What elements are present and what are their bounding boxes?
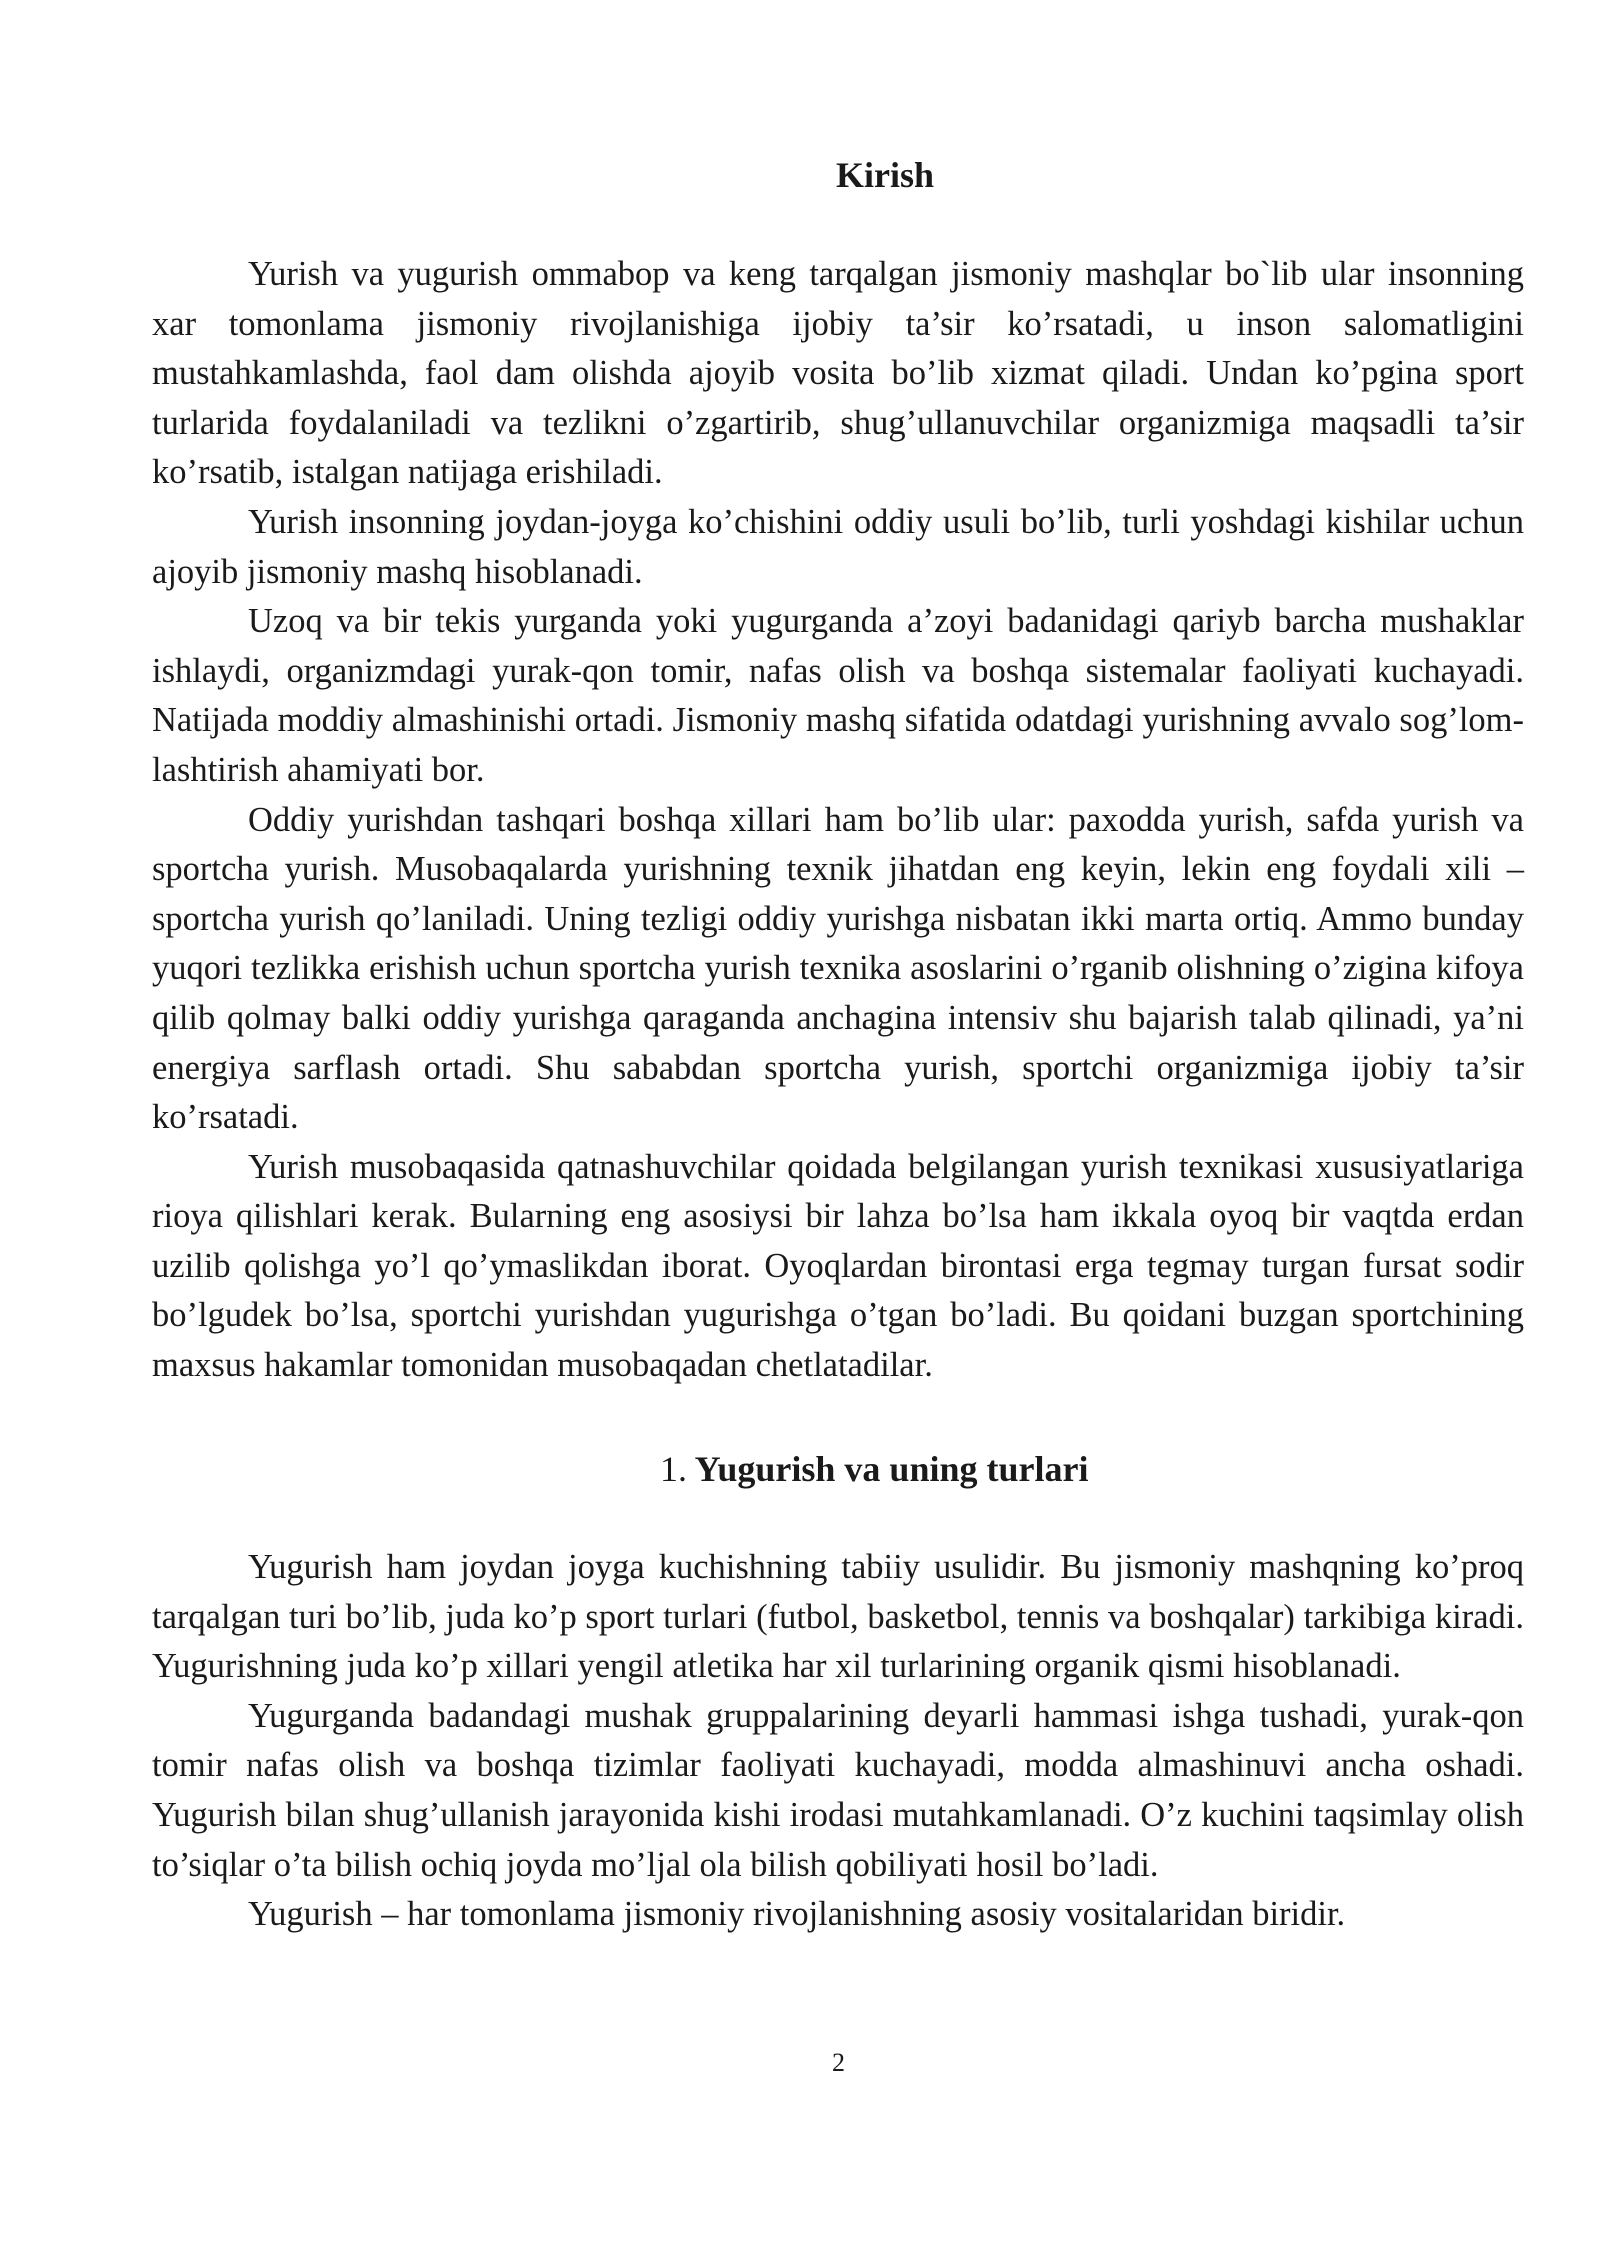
paragraph: Yurish va yugurish ommabop va keng tarqalgan jismoniy mashqlar bo`lib ular insonning xar tomonlama jismoniy rivojlanishiga ijobiy ta’sir ko’rsatadi, u inson salomatligini mustahkamlashda, faol dam olishda ajoyib vosita bo’lib xizmat qiladi. Undan ko’pgina sport turlarida foydalaniladi va tezlikni o’zgartirib, shug’ullanuvchilar organizmiga maqsadli ta’sir ko’rsatib, istalgan natijaga erishiladi. bbox=[152, 255, 1524, 492]
paragraph: Yugurganda badandagi mushak gruppalarining deyarli hammasi ishga tushadi, yurak-qon tomir nafas olish va boshqa tizimlar faoliyati kuchayadi, modda almashinuvi ancha oshadi. Yugurish bilan shug’ullanish jarayonida kishi irodasi mutahkamlanadi. O’z kuchini taqsimlay olish to’siqlar o’ta bilish ochiq joyda mo’ljal ola bilish qobiliyati hosil bo’ladi. bbox=[152, 1696, 1524, 1884]
page-number: 2 bbox=[832, 2048, 845, 2077]
paragraph: Uzoq va bir tekis yurganda yoki yugurganda a’zoyi badanidagi qariyb barcha mushaklar ishlaydi, organizmdagi yurak-qon tomir, nafas olish va boshqa sistemalar faoliyati kuchayadi. Natijada moddiy almashinishi ortadi. Jismoniy mashq sifatida odatdagi yurishning avvalo sog’lom-lashtirish ahamiyati bor. bbox=[152, 602, 1524, 789]
paragraph: Oddiy yurishdan tashqari boshqa xillari ham bo’lib ular: paxodda yurish, safda yurish va sportcha yurish. Musobaqalarda yurishning texnik jihatdan eng keyin, lekin eng foydali xili – sportcha yurish qo’laniladi. Uning tezligi oddiy yurishga nisbatan ikki marta ortiq. Ammo bunday yuqori tezlikka erishish uchun sportcha yurish texnika asoslarini o’rganib olishning o’zigina kifoya qilib qolmay balki oddiy yurishga qaraganda anchagina intensiv shu bajarish talab qilinadi, ya’ni energiya sarflash ortadi. Shu sababdan sportcha yurish, sportchi organizmiga ijobiy ta’sir ko’rsatadi. bbox=[152, 800, 1524, 1137]
intro-section bbox=[152, 250, 1524, 1391]
paragraph: Yugurish ham joydan joyga kuchishning tabiiy usulidir. Bu jismoniy mashqning ko’proq tarqalgan turi bo’lib, juda ko’p sport turlari (futbol, basketbol, tennis va boshqalar) tarkibiga kiradi. Yugurishning juda ko’p xillari yengil atletika har xil turlarining organik qismi hisoblanadi. bbox=[152, 1548, 1524, 1686]
paragraph: Yurish musobaqasida qatnashuvchilar qoidada belgilangan yurish texnikasi xususiyatlariga rioya qilishlari kerak. Bularning eng asosiysi bir lahza bo’lsa ham ikkala oyoq bir vaqtda erdan uzilib qolishga yo’l qo’ymaslikdan iborat. Oyoqlardan birontasi erga tegmay turgan fursat sodir bo’lgudek bo’lsa, sportchi yurishdan yugurishga o’tgan bo’ladi. Bu qoidani buzgan sportchining maxsus hakamlar tomonidan musobaqadan chetlatadilar. bbox=[152, 1147, 1524, 1385]
page-title: Kirish bbox=[836, 155, 935, 195]
section-heading bbox=[660, 1444, 1088, 1494]
section-1-body bbox=[152, 1543, 1524, 1940]
section-title: Yugurish va uning turlari bbox=[694, 1449, 1089, 1489]
paragraph: Yugurish – har tomonlama jismoniy rivojlanishning asosiy vositalaridan biridir. bbox=[248, 1895, 1346, 1934]
section-number: 1. bbox=[660, 1449, 687, 1489]
paragraph: Yurish insonning joydan-joyga ko’chishini oddiy usuli bo’lib, turli yoshdagi kishilar uchun ajoyib jismoniy mashq hisoblanadi. bbox=[152, 502, 1524, 591]
